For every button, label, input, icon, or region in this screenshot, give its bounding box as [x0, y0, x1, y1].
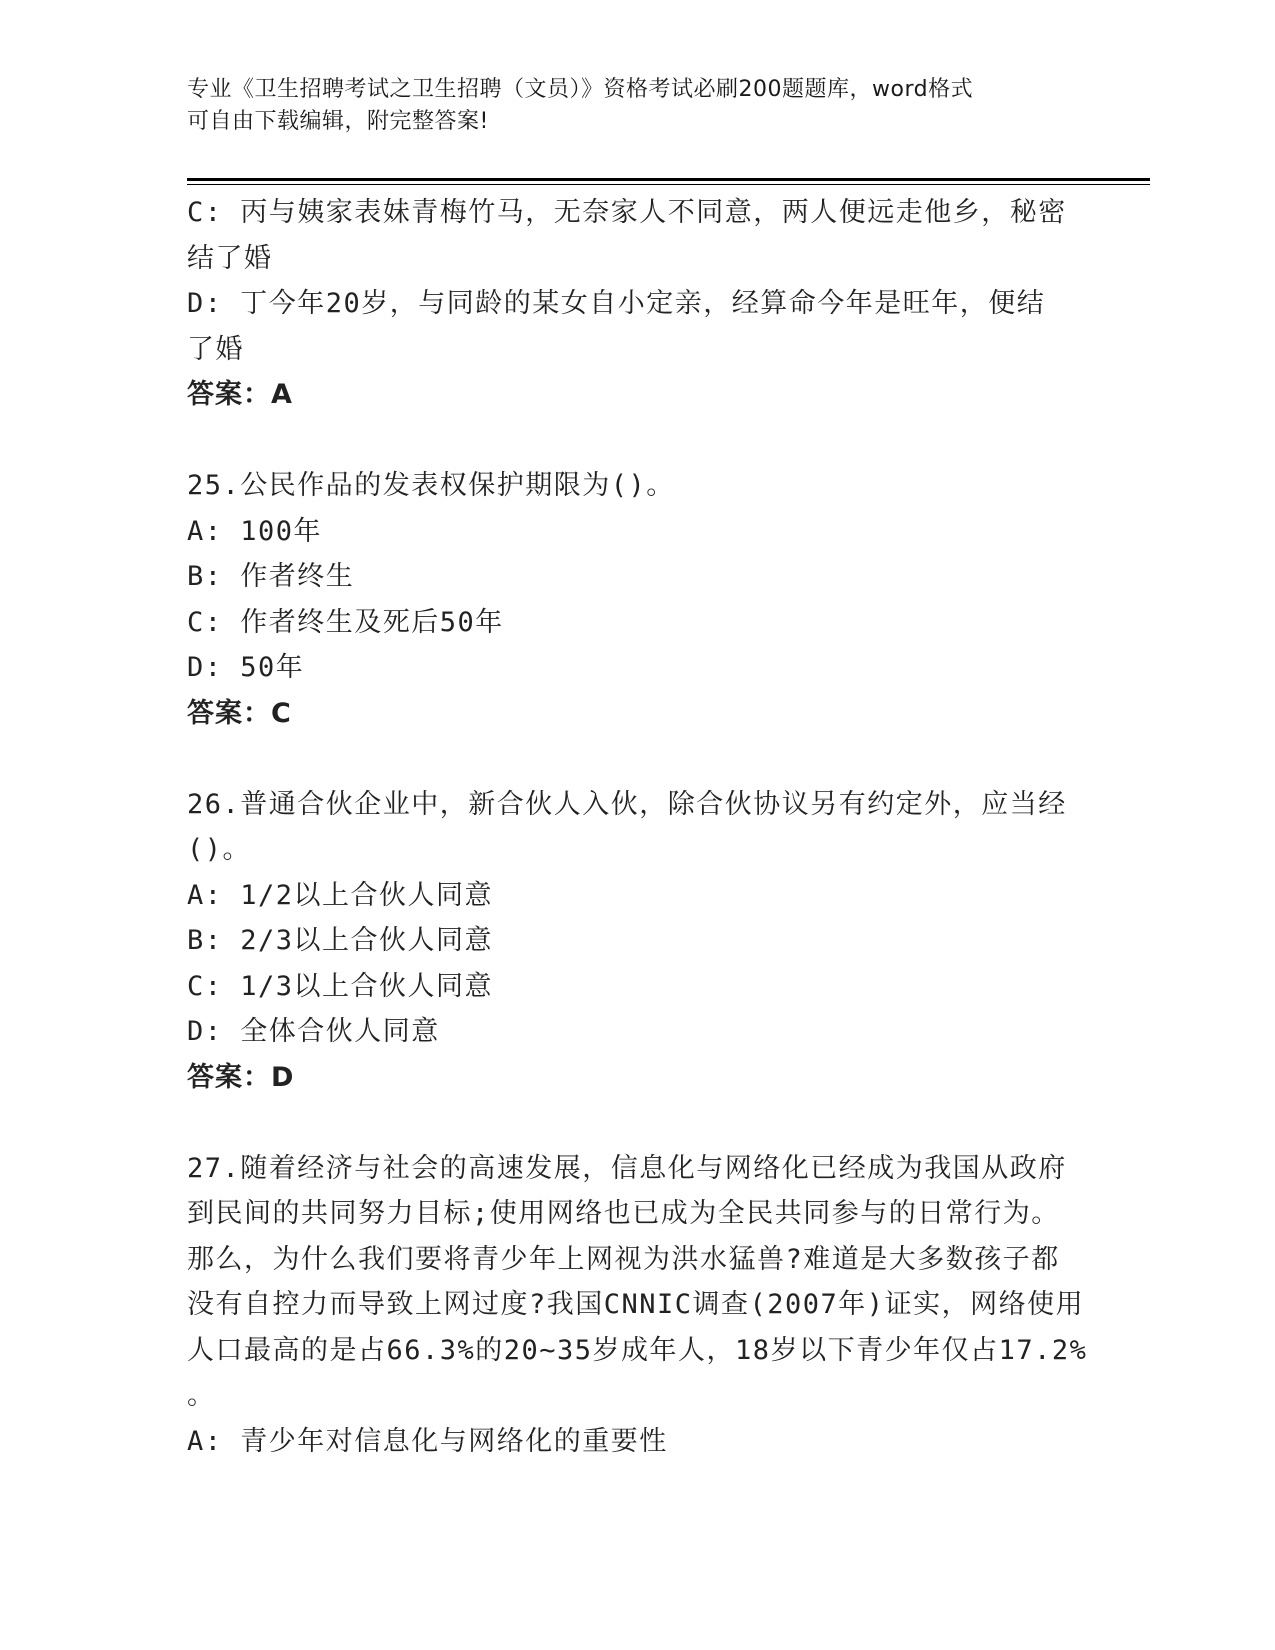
- q25-option-a: A: 100年: [187, 515, 323, 547]
- q26-answer: 答案：D: [187, 1061, 295, 1093]
- q25-answer: 答案：C: [187, 697, 292, 729]
- q26-option-a: A: 1/2以上合伙人同意: [187, 879, 494, 911]
- question-24-tail: [187, 190, 1087, 418]
- header-title-line-2: 可自由下载编辑，附完整答案!: [187, 109, 489, 134]
- question-27: [187, 1146, 1087, 1465]
- q27-stem-line-4: 没有自控力而导致上网过度?我国CNNIC调查(2007年)证实，网络使用: [187, 1289, 1085, 1320]
- q24-option-c-line-1: C: 丙与姨家表妹青梅竹马，无奈家人不同意，两人便远走他乡，秘密: [187, 197, 1067, 228]
- spacer: [187, 418, 1087, 464]
- q25-option-b: B: 作者终生: [187, 561, 355, 592]
- q24-option-d-line-2: 了婚: [187, 333, 244, 365]
- q27-stem-line-6: 。: [187, 1380, 216, 1411]
- q24-option-d-line-1: D: 丁今年20岁，与同龄的某女自小定亲，经算命今年是旺年，便结: [187, 288, 1046, 319]
- q24-option-c-line-2: 结了婚: [187, 242, 273, 274]
- q27-stem-line-1: 27.随着经济与社会的高速发展，信息化与网络化已经成为我国从政府: [187, 1152, 1067, 1184]
- q26-stem-line-1: 26.普通合伙企业中，新合伙人入伙，除合伙协议另有约定外，应当经: [187, 788, 1067, 820]
- q26-option-d: D: 全体合伙人同意: [187, 1016, 440, 1047]
- q24-answer: 答案：A: [187, 379, 293, 410]
- spacer: [187, 1100, 1087, 1146]
- q25-option-d: D: 50年: [187, 652, 305, 683]
- header-divider-thick: [187, 178, 1150, 181]
- question-26: [187, 782, 1087, 1101]
- q27-stem-line-3: 那么，为什么我们要将青少年上网视为洪水猛兽?难道是大多数孩子都: [187, 1243, 1060, 1275]
- q26-stem-line-2: ()。: [187, 834, 252, 865]
- question-content: [187, 190, 1087, 1464]
- q25-option-c: C: 作者终生及死后50年: [187, 606, 504, 638]
- q27-option-a: A: 青少年对信息化与网络化的重要性: [187, 1425, 668, 1457]
- q25-stem: 25.公民作品的发表权保护期限为()。: [187, 470, 675, 501]
- header-title-line-1: 专业《卫生招聘考试之卫生招聘（文员）》资格考试必刷200题题库，word格式: [187, 77, 974, 102]
- q26-option-b: B: 2/3以上合伙人同意: [187, 925, 494, 956]
- q27-stem-line-5: 人口最高的是占66.3%的20~35岁成年人，18岁以下青少年仅占17.2%: [187, 1334, 1088, 1366]
- spacer: [187, 736, 1087, 782]
- header-divider-thin: [187, 184, 1150, 185]
- document-header: [187, 74, 1087, 138]
- q26-option-c: C: 1/3以上合伙人同意: [187, 970, 494, 1002]
- q27-stem-line-2: 到民间的共同努力目标;使用网络也已成为全民共同参与的日常行为。: [187, 1198, 1060, 1229]
- question-25: [187, 463, 1087, 736]
